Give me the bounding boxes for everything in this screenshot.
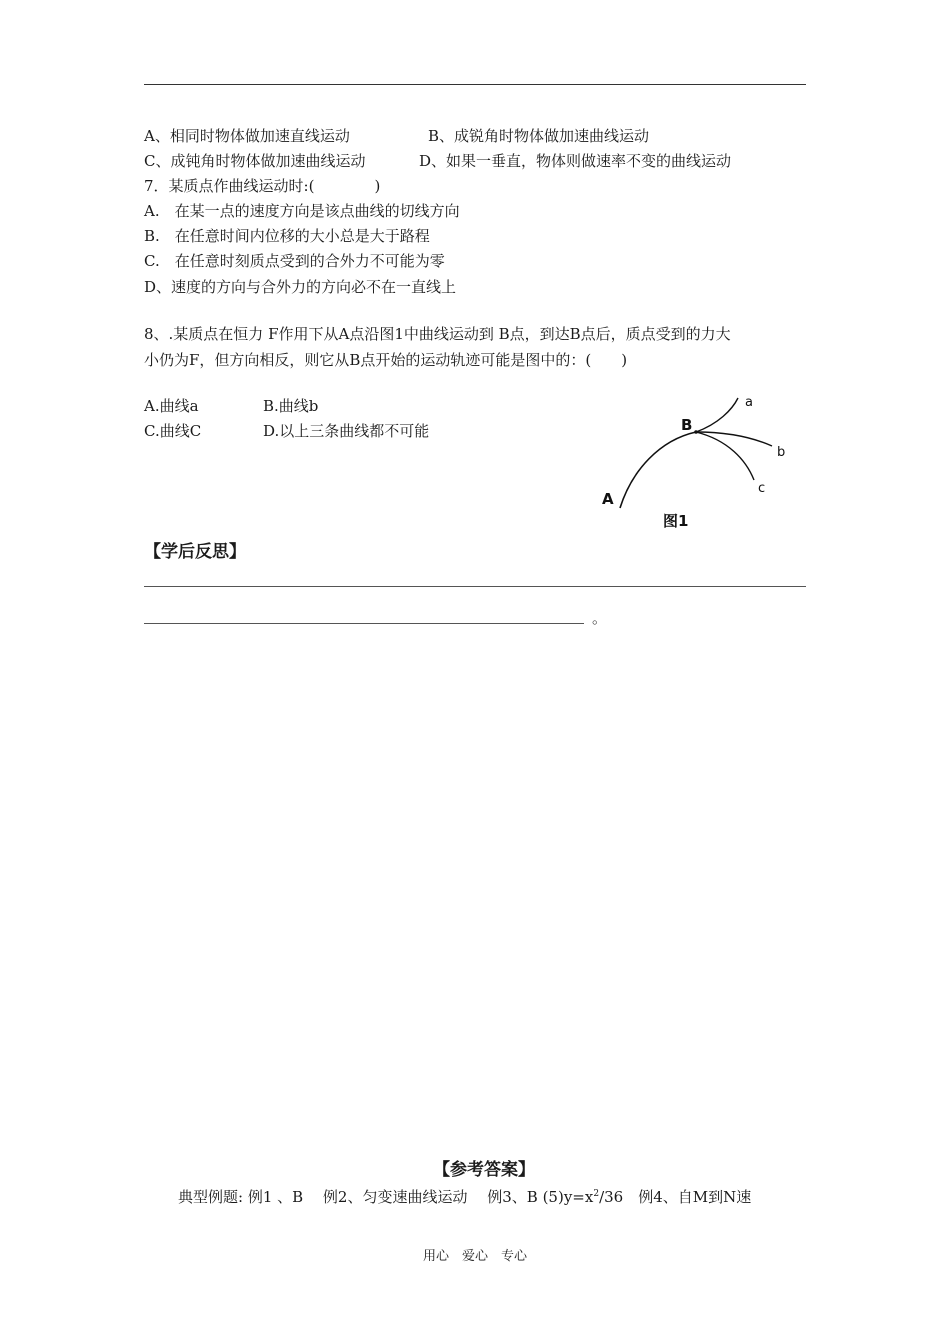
curve-a	[696, 398, 738, 432]
label-B: B	[681, 416, 693, 434]
label-c: c	[758, 481, 766, 496]
q6-option-c: C、成钝角时物体做加速曲线运动	[144, 152, 366, 170]
q7-option-b: B. 在任意时间内位移的大小总是大于路程	[144, 227, 430, 245]
reflection-heading: 【学后反思】	[144, 542, 246, 562]
curve-a-to-b	[620, 432, 696, 508]
curve-b	[696, 432, 772, 446]
q6-option-b: B、成锐角时物体做加速曲线运动	[428, 127, 650, 145]
q8-option-a: A.曲线a	[144, 397, 199, 415]
q6-option-a: A、相同时物体做加速直线运动	[144, 127, 350, 145]
answers-line	[178, 1187, 751, 1207]
label-A: A	[602, 490, 614, 508]
q7-option-a: A. 在某一点的速度方向是该点曲线的切线方向	[144, 202, 460, 220]
curve-c	[696, 432, 754, 480]
figure-caption: 图1	[663, 512, 689, 530]
reflection-end-mark: 。	[592, 609, 608, 627]
answers-line-superscript: 2	[593, 1189, 600, 1199]
q8-stem-line2: 小仍为F，但方向相反，则它从B点开始的运动轨迹可能是图中的：( )	[144, 351, 628, 369]
label-a: a	[745, 395, 753, 410]
q8-stem-line1: 8、.某质点在恒力 F作用下从A点沿图1中曲线运动到 B点，到达B点后，质点受到的力大	[144, 325, 731, 343]
q6-option-d: D、如果一垂直，物体则做速率不变的曲线运动	[419, 152, 732, 170]
q8-option-c: C.曲线C	[144, 422, 202, 440]
page-footer: 用心 爱心 专心	[423, 1249, 528, 1264]
q7-stem: 7．某质点作曲线运动时:( )	[144, 177, 381, 195]
answers-line-post: /36 例4、自M到N速	[599, 1188, 752, 1206]
figure-1-trajectory-diagram	[588, 384, 798, 534]
q7-option-c: C. 在任意时刻质点受到的合外力不可能为零	[144, 252, 445, 270]
label-b: b	[777, 445, 786, 460]
reflection-blank-line-1	[144, 586, 806, 587]
point-b	[694, 430, 698, 434]
q8-option-b: B.曲线b	[263, 397, 319, 415]
header-rule	[144, 84, 806, 85]
q7-option-d: D、速度的方向与合外力的方向必不在一直线上	[144, 278, 457, 296]
q8-option-d: D.以上三条曲线都不可能	[263, 422, 430, 440]
answers-line-pre: 典型例题: 例1 、B 例2、匀变速曲线运动 例3、B (5)y=x	[178, 1188, 594, 1206]
reflection-blank-line-2	[144, 623, 584, 624]
answers-heading: 【参考答案】	[433, 1160, 535, 1180]
